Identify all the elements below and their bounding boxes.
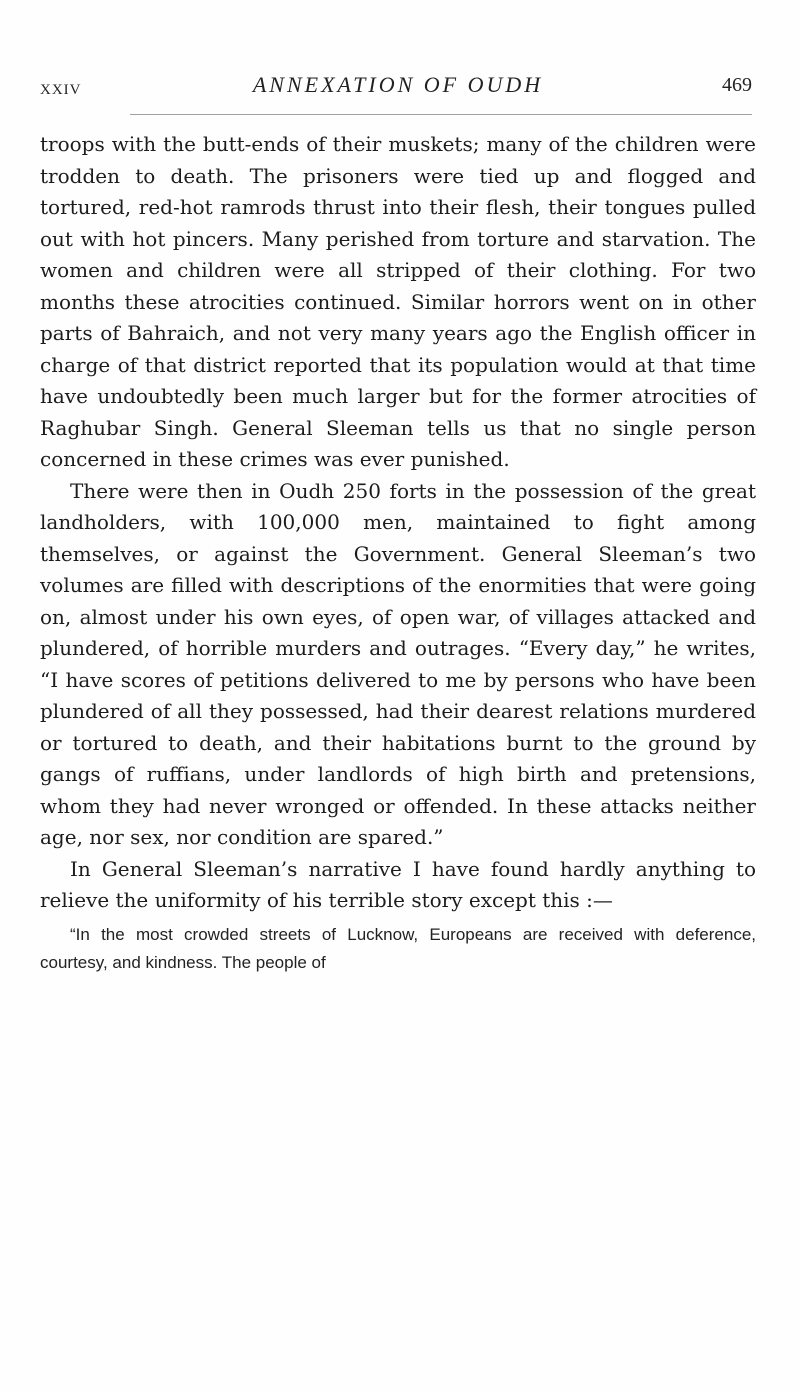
page-number: 469 — [722, 74, 752, 96]
section-numeral: XXIV — [40, 82, 82, 98]
running-header — [40, 72, 756, 112]
paragraph-2: There were then in Oudh 250 forts in the possession of the great landholders, with 100,000 men, maintained to fight among themselves, or against the Government. General Sleeman’s two volumes are filled with descriptions of the enormities that were going on, almost under his own eyes, of open war, of villages attacked and plundered, of horrible murders and outrages. “Every day,” he writes, “I have scores of petitions delivered to me by persons who have been plundered of all they possessed, had their dearest relations murdered or tortured to death, and their habitations burnt to the ground by gangs of ruffians, under landlords of high birth and pretensions, whom they had never wronged or offended. In these attacks neither age, nor sex, nor condition are spared.” — [40, 478, 756, 849]
block-quote: “In the most crowded streets of Lucknow, Europeans are received with deference, courtesy, and kindness. The people of — [40, 924, 756, 972]
header-rule — [130, 114, 752, 115]
book-page — [40, 72, 756, 977]
running-title: ANNEXATION OF OUDH — [252, 72, 544, 97]
body-text — [40, 129, 756, 917]
paragraph-1: troops with the butt-ends of their muskets; many of the children were trodden to death. The prisoners were tied up and flogged and tortured, red-hot ramrods thrust into their flesh, their tongues pulled out with hot pincers. Many perished from torture and starvation. The women and children were all stripped of their clothing. For two months these atrocities continued. Similar horrors went on in other parts of Bahraich, and not very many years ago the English officer in charge of that district reported that its population would at that time have undoubtedly been much larger but for the former atrocities of Raghubar Singh. General Sleeman tells us that no single person concerned in these crimes was ever punished. — [40, 132, 756, 471]
paragraph-3: In General Sleeman’s narrative I have found hardly anything to relieve the uniformity of his terrible story except this :— — [40, 856, 756, 912]
